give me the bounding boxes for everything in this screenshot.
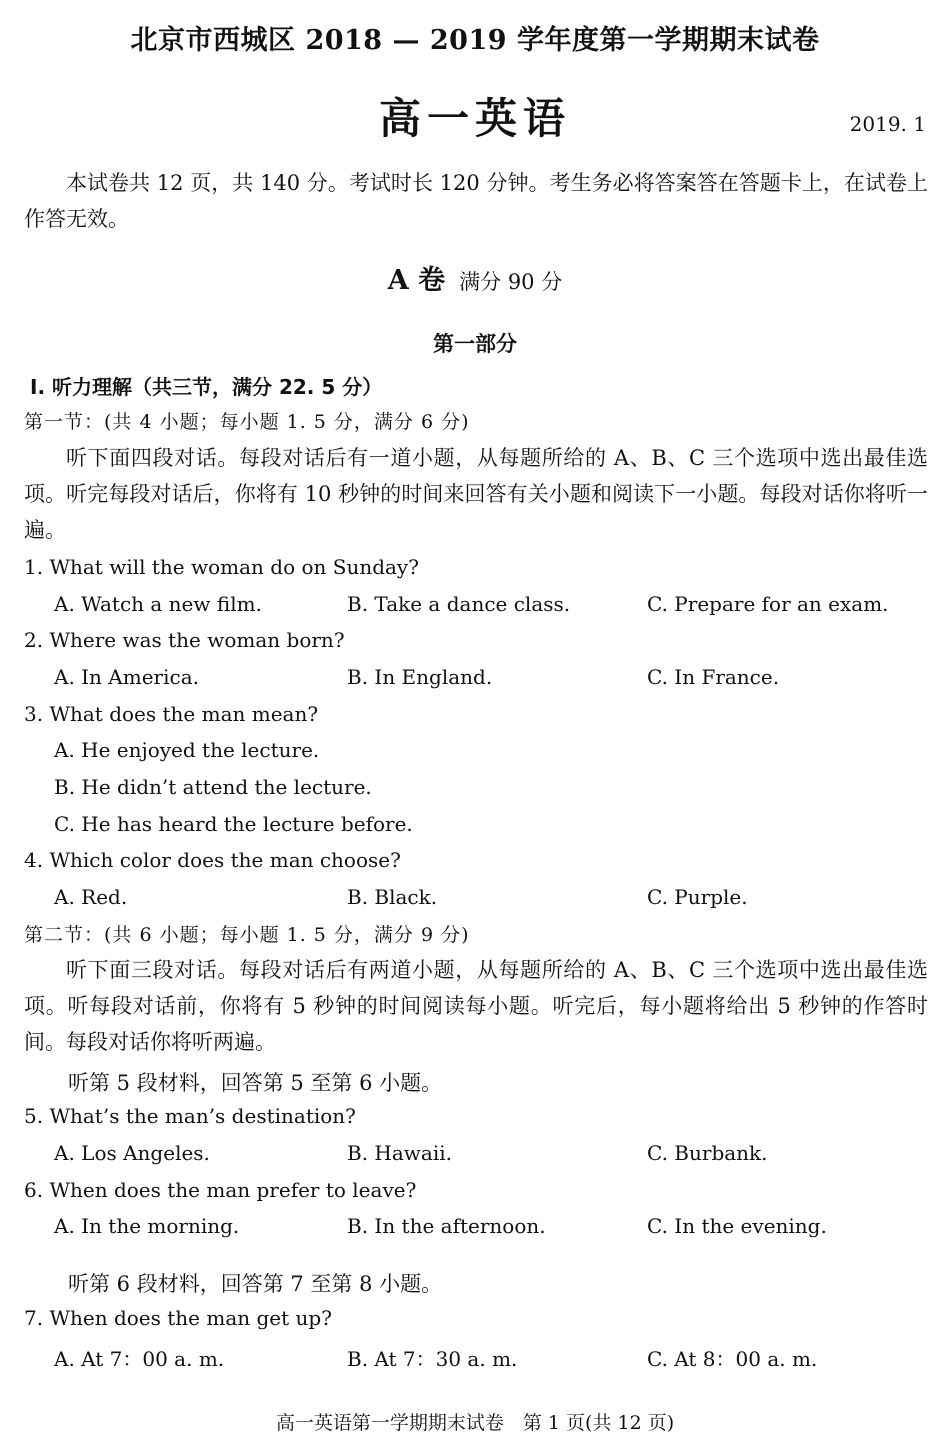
option-a: A. He enjoyed the lecture. bbox=[54, 738, 320, 762]
option-c: C. At 8：00 a. m. bbox=[647, 1347, 818, 1371]
section-a-heading bbox=[0, 258, 950, 297]
exam-instructions: 本试卷共 12 页，共 140 分。考试时长 120 分钟。考生务必将答案答在答题卡上，在试卷上作答无效。 bbox=[24, 171, 928, 231]
option-b: B. In England. bbox=[347, 665, 493, 689]
option-a: A. In the morning. bbox=[54, 1214, 240, 1238]
option-a: A. Watch a new film. bbox=[54, 592, 262, 616]
option-b: B. He didn’t attend the lecture. bbox=[54, 775, 372, 799]
option-b: B. At 7：30 a. m. bbox=[347, 1347, 518, 1371]
material-6-instruction: 听第 6 段材料，回答第 7 至第 8 小题。 bbox=[68, 1272, 443, 1296]
option-c: C. In the evening. bbox=[647, 1214, 827, 1238]
option-b: B. In the afternoon. bbox=[347, 1214, 546, 1238]
option-a: A. Red. bbox=[54, 885, 128, 909]
exam-title: 北京市西城区 2018 — 2019 学年度第一学期期末试卷 bbox=[130, 25, 820, 56]
subject-title: 高一英语 bbox=[378, 94, 571, 143]
question-stem: 6. When does the man prefer to leave? bbox=[24, 1178, 417, 1202]
section1-heading: 第一节：(共 4 小题；每小题 1. 5 分，满分 6 分) bbox=[24, 411, 470, 433]
question-stem: 4. Which color does the man choose? bbox=[24, 848, 401, 872]
part-label: 第一部分 bbox=[433, 331, 517, 356]
section2-heading: 第二节：(共 6 小题；每小题 1. 5 分，满分 9 分) bbox=[24, 924, 470, 946]
section2-directions: 听下面三段对话。每段对话后有两道小题，从每题所给的 A、B、C 三个选项中选出最佳选项。听每段对话前，你将有 5 秒钟的时间阅读每小题。听完后，每小题将给出 5 秒钟的作答时间。每段对话你将听两遍。 bbox=[24, 958, 928, 1054]
material-5-instruction: 听第 5 段材料，回答第 5 至第 6 小题。 bbox=[68, 1071, 443, 1095]
option-c: C. He has heard the lecture before. bbox=[54, 812, 413, 836]
question-stem: 5. What’s the man’s destination? bbox=[24, 1104, 356, 1128]
option-a: A. In America. bbox=[54, 665, 199, 689]
option-b: B. Take a dance class. bbox=[347, 592, 571, 616]
option-c: C. Prepare for an exam. bbox=[647, 592, 889, 616]
option-c: C. Burbank. bbox=[647, 1141, 768, 1165]
section-a-label: A 卷 bbox=[387, 265, 446, 296]
option-a: A. At 7：00 a. m. bbox=[54, 1347, 225, 1371]
option-b: B. Hawaii. bbox=[347, 1141, 452, 1165]
listening-heading: I. 听力理解（共三节，满分 22. 5 分） bbox=[30, 375, 383, 399]
option-c: C. In France. bbox=[647, 665, 780, 689]
option-b: B. Black. bbox=[347, 885, 438, 909]
section-a-score: 满分 90 分 bbox=[459, 270, 563, 294]
option-c: C. Purple. bbox=[647, 885, 748, 909]
question-stem: 2. Where was the woman born? bbox=[24, 628, 345, 652]
section1-directions: 听下面四段对话。每段对话后有一道小题，从每题所给的 A、B、C 三个选项中选出最佳选项。听完每段对话后，你将有 10 秒钟的时间来回答有关小题和阅读下一小题。每段对话你将听一遍。 bbox=[24, 446, 928, 542]
page-footer: 高一英语第一学期期末试卷 第 1 页(共 12 页) bbox=[275, 1412, 675, 1434]
question-stem: 1. What will the woman do on Sunday? bbox=[24, 555, 419, 579]
option-a: A. Los Angeles. bbox=[54, 1141, 210, 1165]
question-stem: 7. When does the man get up? bbox=[24, 1306, 332, 1330]
exam-date: 2019. 1 bbox=[849, 112, 926, 136]
question-stem: 3. What does the man mean? bbox=[24, 702, 319, 726]
